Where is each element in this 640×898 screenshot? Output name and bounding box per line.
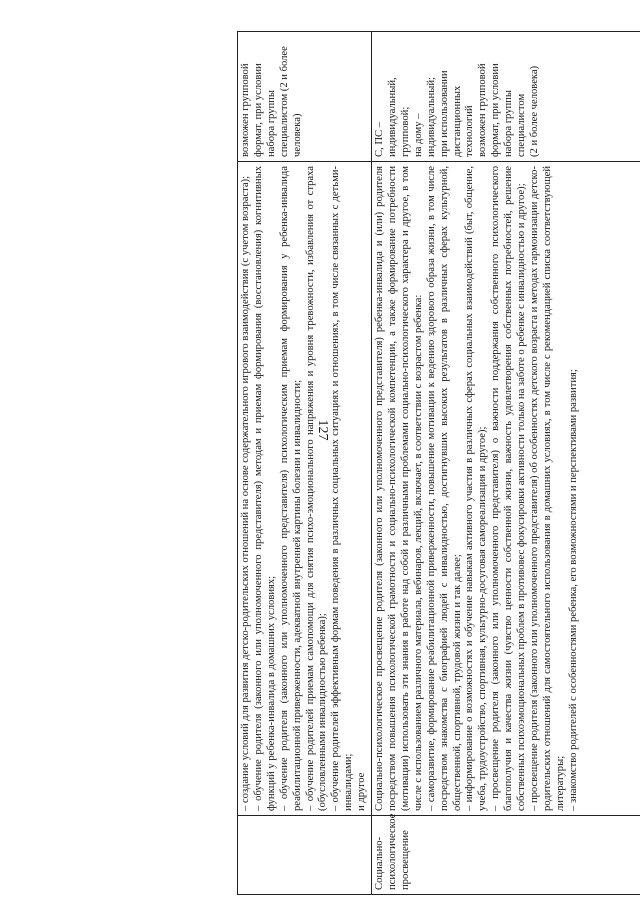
rotated-table-wrapper [237,35,632,895]
row2-content-cell [372,162,640,816]
row2-format-line: набора группы [503,90,515,157]
row2-format-line: технологий [464,105,476,157]
row2-format-line: возможен групповой [477,63,489,157]
page-number: 127 [315,419,330,441]
row2-format-line: дистанционных [451,85,463,157]
table-row [238,32,372,895]
row1-item: – обучение родителя (законного или уполномоченного представителя) психологическим приемам формирования у ребенка-инвалида реабилитационной приверженности, адекватной внутренней картины болезни и инвалидности; [278,166,303,811]
row2-format-line: С, ПС – [374,121,386,157]
table-row [372,32,640,895]
row2-format-line: (2 и более человека) [528,65,540,157]
row2-item: – саморазвитие, формирование реабилитационной приверженности, повышение мотивации к ведению здорового образа жизни, в том числе посредством знакомства с биографией людей с инвалидностью, достигнувших высоких результатов в различных сферах культурной, общественной, спортивной, трудовой жизни и так далее; [425,166,463,811]
row2-category-cell: Социально-психологическое просвещение [372,816,640,895]
row2-item: – знакомство родителей с особенностями ребенка, его возможностями и перспективами развития; [567,369,579,811]
row2-format-line: при использовании [438,70,450,157]
row2-item: Социально-психологическое просвещение родителя (законного или уполномоченного представителя) ребенка-инвалида и (или) родителя посредством повышения психологической грамотности и социально-психологической компетенции, а также формирование потребности (мотивации) использовать эти знания в работе над собой и различными проблемами социально-психологического характера и другое, в том числе с использованием различного материала, вебинаров, лекций, включает, в соответствии с возрастом ребенка: [374,166,424,811]
row1-format-text: возможен групповой формат, при условии набора группы специалистом (2 и более человека) [240,46,303,157]
row1-item: – обучение родителей эффективным формам поведения в различных социальных ситуациях и отношениях, в том числе связанных с детьми-инвалидами; [330,166,355,811]
row1-item: и другое [356,772,368,811]
row2-item: – просвещение родителя (законного или уполномоченного представителя) об особенностях детского возраста и методах гармонизации детско-родительских отношений для самостоятельного использования в домашних условиях, в том числе с рекомендацией списка соответствующей литературы; [528,166,566,811]
row2-item: – информирование о возможностях и обучение навыкам активного участия в различных сферах социальных взаимодействий (быт, общение, учеба, трудоустройство, спортивная, культурно-досуговая самореализация и другое); [464,166,489,811]
row1-format-cell [238,32,372,162]
row1-item: – обучение родителя (законного или уполномоченного представителя) методам и приемам формирования (восстановления) когнитивных функций у ребенка-инвалида в домашних условиях; [252,166,277,811]
row2-format-line: индивидуальный; [425,77,437,157]
row1-item: – создание условий для развития детско-родительских отношений на основе содержательного игрового взаимодействия (с учетом возраста); [240,175,251,811]
row2-format-line: на дому – [412,113,424,157]
row1-category-cell [238,816,372,895]
row2-format-line: специалистом [516,93,528,157]
services-table [237,31,640,895]
row2-format-line: групповой; [399,106,411,157]
row1-content-cell [238,162,372,816]
row2-item: – просвещение родителя (законного или уполномоченного представителя) о важности поддержания собственного психологического благополучия и качества жизни (чувство ценности собственной жизни, важность удовлетворения собственных потребностей, решение собственных психоэмоциональных проблем в противовес фокусировки активности только на заботе о ребенке с инвалидностью и другое); [490,166,528,811]
row2-format-cell [372,32,640,162]
row2-format-line: индивидуальный, [386,77,398,157]
row2-format-line: формат, при условии [490,63,502,157]
row1-item: – обучение родителей приемам самопомощи для снятия психо-эмоционального напряжения и уровня тревожности, избавления от страха (обусловленными инвалидностью ребенка); [304,166,329,811]
